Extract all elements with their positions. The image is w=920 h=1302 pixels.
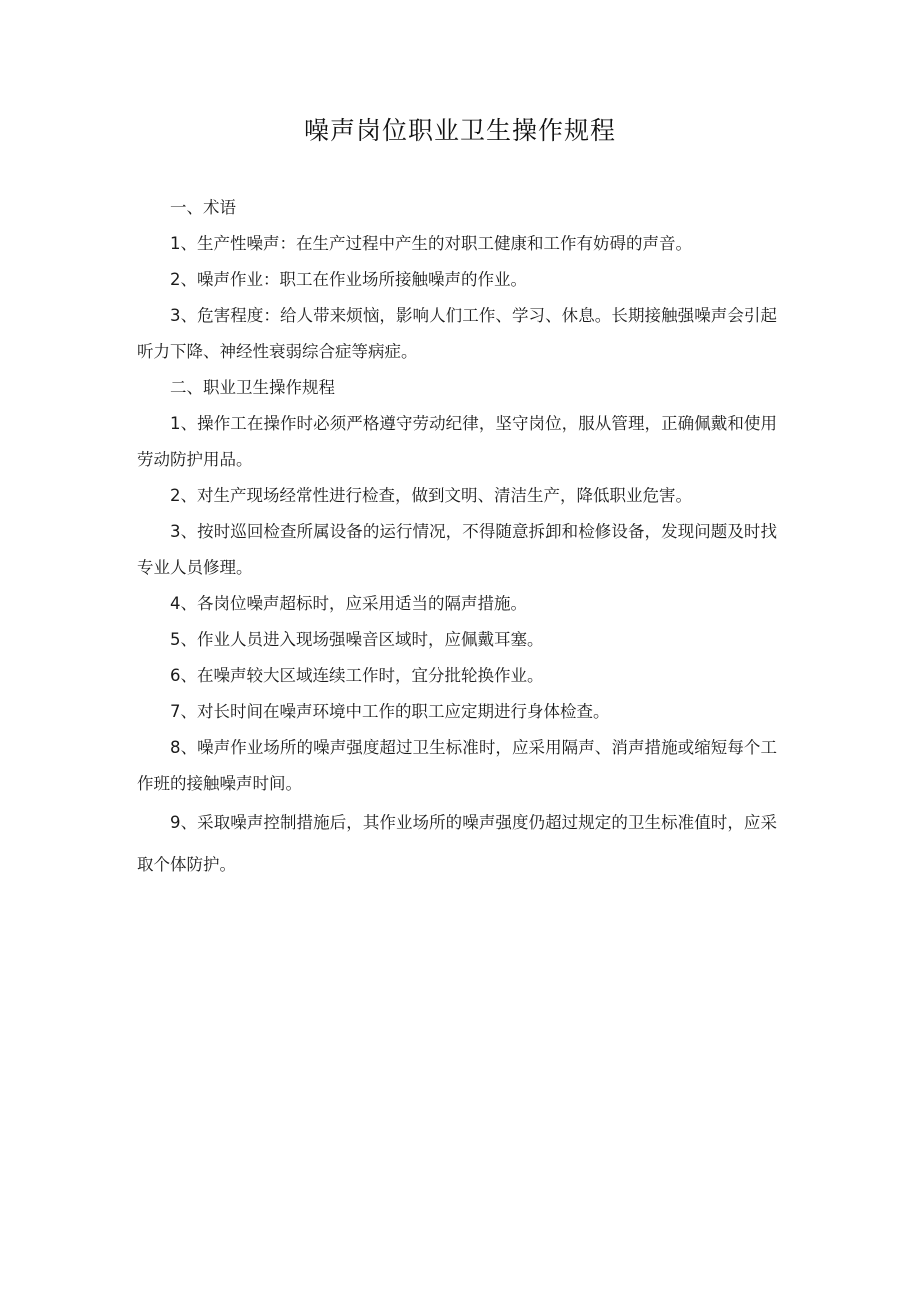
paragraph: 3、危害程度：给人带来烦恼，影响人们工作、学习、休息。长期接触强噪声会引起听力下降、神经性衰弱综合症等病症。 (137, 306, 777, 361)
paragraph: 3、按时巡回检查所属设备的运行情况，不得随意拆卸和检修设备，发现问题及时找专业人员修理。 (137, 522, 777, 577)
paragraph: 2、噪声作业：职工在作业场所接触噪声的作业。 (170, 270, 527, 289)
section-heading-terms: 一、术语 (170, 198, 236, 217)
document-body (137, 190, 777, 886)
paragraph: 1、生产性噪声：在生产过程中产生的对职工健康和工作有妨碍的声音。 (170, 234, 692, 253)
paragraph: 1、操作工在操作时必须严格遵守劳动纪律，坚守岗位，服从管理，正确佩戴和使用劳动防护用品。 (137, 414, 777, 469)
paragraph: 6、在噪声较大区域连续工作时，宜分批轮换作业。 (170, 666, 544, 685)
paragraph: 8、噪声作业场所的噪声强度超过卫生标准时，应采用隔声、消声措施或缩短每个工作班的接触噪声时间。 (137, 738, 777, 793)
paragraph: 7、对长时间在噪声环境中工作的职工应定期进行身体检查。 (170, 702, 610, 721)
document-title: 噪声岗位职业卫生操作规程 (303, 116, 616, 145)
paragraph: 2、对生产现场经常性进行检查，做到文明、清洁生产，降低职业危害。 (170, 486, 692, 505)
paragraph: 5、作业人员进入现场强噪音区域时，应佩戴耳塞。 (170, 630, 544, 649)
paragraph: 9、采取噪声控制措施后，其作业场所的噪声强度仍超过规定的卫生标准值时，应采取个体防护。 (137, 813, 777, 874)
section-heading-procedures: 二、职业卫生操作规程 (170, 378, 335, 397)
paragraph: 4、各岗位噪声超标时，应采用适当的隔声措施。 (170, 594, 527, 613)
